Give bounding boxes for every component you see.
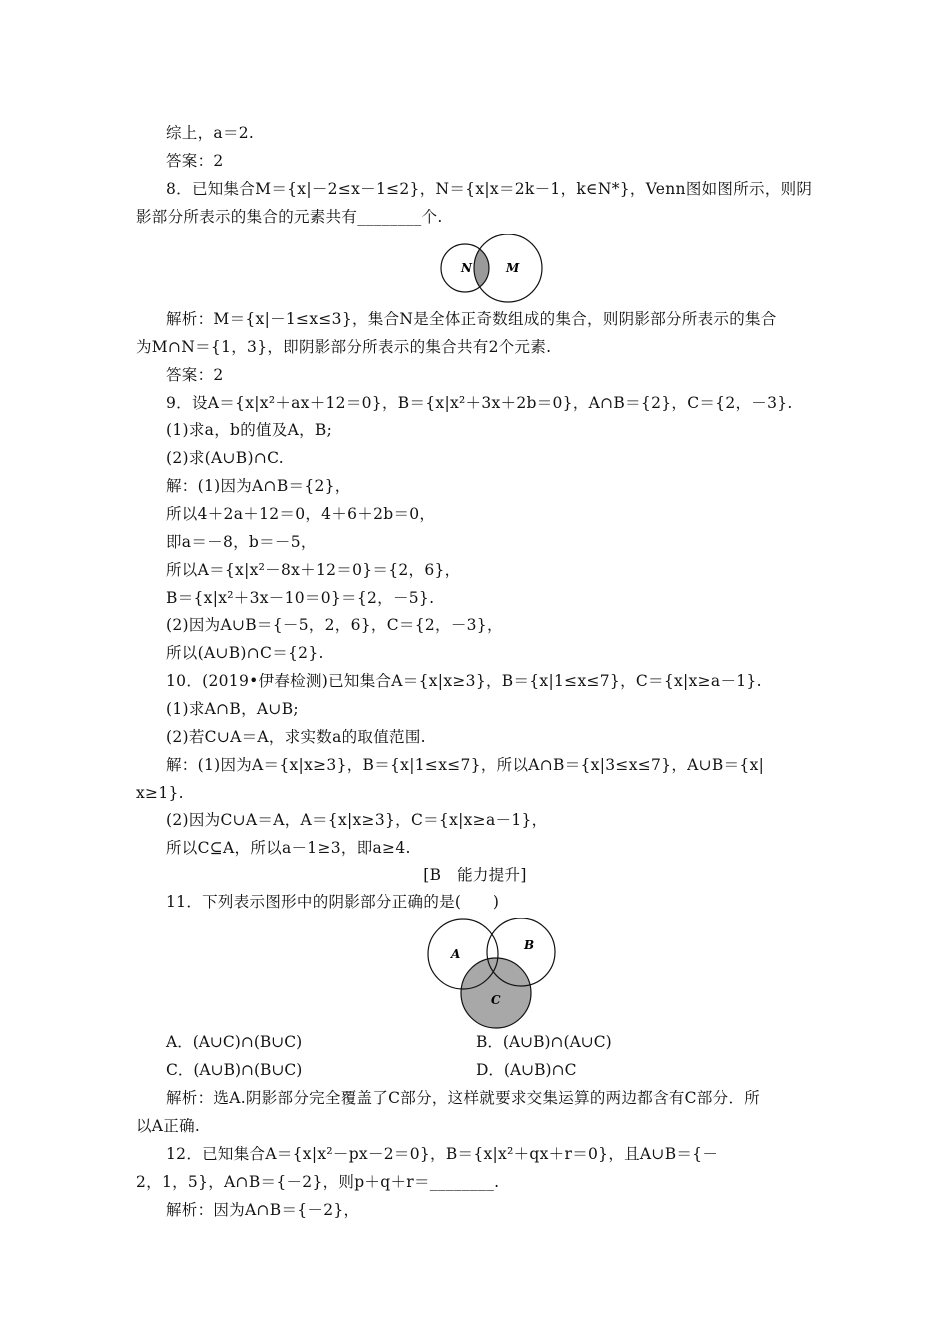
text-line: 所以C⊆A，所以a－1≥3，即a≥4. bbox=[166, 839, 411, 857]
venn-label-b: B bbox=[524, 938, 535, 952]
solution-line: 以A正确. bbox=[136, 1117, 201, 1135]
option-b: B．(A∪B)∩(A∪C) bbox=[476, 1033, 612, 1051]
text-line: 所以A＝{x|x²－8x＋12＝0}＝{2，6}， bbox=[166, 561, 461, 579]
answer-line: 答案：2 bbox=[166, 152, 224, 170]
text-line: (2)若C∪A＝A，求实数a的取值范围. bbox=[166, 728, 426, 746]
question-8-line: 影部分所表示的集合的元素共有________个. bbox=[136, 208, 443, 226]
question-12-line: 2，1，5}，A∩B＝{－2}，则p＋q＋r＝________. bbox=[136, 1173, 500, 1191]
text-line: 解：(1)因为A＝{x|x≥3}，B＝{x|1≤x≤7}，所以A∩B＝{x|3≤x≤7}，A∪B＝{x| bbox=[166, 756, 765, 774]
text-line: 综上，a＝2. bbox=[166, 124, 255, 142]
text-line: (2)因为A∪B＝{－5，2，6}，C＝{2，－3}， bbox=[166, 616, 503, 634]
solution-line: 解析：M＝{x|－1≤x≤3}，集合N是全体正奇数组成的集合，则阴影部分所表示的集合 bbox=[166, 310, 777, 328]
question-9-line: 9．设A＝{x|x²＋ax＋12＝0}，B＝{x|x²＋3x＋2b＝0}，A∩B＝{2}，C＝{2，－3}. bbox=[166, 394, 793, 412]
solution-line: 解析：因为A∩B＝{－2}， bbox=[166, 1201, 360, 1219]
venn-label-a: A bbox=[451, 947, 461, 961]
solution-line: 解析：选A.阴影部分完全覆盖了C部分，这样就要求交集运算的两边都含有C部分．所 bbox=[166, 1089, 761, 1107]
text-line: x≥1}. bbox=[136, 784, 184, 802]
option-a: A．(A∪C)∩(B∪C) bbox=[166, 1033, 303, 1051]
section-heading: [B 能力提升] bbox=[423, 866, 527, 884]
venn-label-n: N bbox=[461, 261, 472, 275]
text-line: (2)因为C∪A＝A，A＝{x|x≥3}，C＝{x|x≥a－1}， bbox=[166, 811, 548, 829]
text-line: 所以(A∪B)∩C＝{2}. bbox=[166, 644, 324, 662]
text-line: B＝{x|x²＋3x－10＝0}＝{2，－5}. bbox=[166, 589, 435, 607]
question-8-line: 8．已知集合M＝{x|－2≤x－1≤2}，N＝{x|x＝2k－1，k∈N*}，Venn图如图所示，则阴 bbox=[166, 180, 813, 198]
venn-label-c: C bbox=[491, 993, 501, 1007]
text-line: 即a＝－8，b＝－5， bbox=[166, 533, 317, 551]
venn-label-m: M bbox=[506, 261, 520, 275]
venn-diagram-abc bbox=[425, 918, 565, 1030]
text-line: 解：(1)因为A∩B＝{2}， bbox=[166, 477, 351, 495]
question-12-line: 12．已知集合A＝{x|x²－px－2＝0}，B＝{x|x²＋qx＋r＝0}，且A∪B＝{－ bbox=[166, 1145, 719, 1163]
option-c: C．(A∪B)∩(B∪C) bbox=[166, 1061, 303, 1079]
venn-diagram-nm bbox=[437, 234, 557, 306]
text-line: (1)求a，b的值及A，B; bbox=[166, 421, 333, 439]
answer-line: 答案：2 bbox=[166, 366, 224, 384]
text-line: 所以4＋2a＋12＝0，4＋6＋2b＝0， bbox=[166, 505, 436, 523]
option-d: D．(A∪B)∩C bbox=[476, 1061, 577, 1079]
question-10-line: 10．(2019•伊春检测)已知集合A＝{x|x≥3}，B＝{x|1≤x≤7}，C＝{x|x≥a－1}. bbox=[166, 672, 762, 690]
text-line: (1)求A∩B，A∪B; bbox=[166, 700, 299, 718]
solution-line: 为M∩N＝{1，3}，即阴影部分所表示的集合共有2个元素. bbox=[136, 338, 552, 356]
text-line: (2)求(A∪B)∩C. bbox=[166, 449, 284, 467]
question-11-line: 11．下列表示图形中的阴影部分正确的是( ) bbox=[166, 893, 500, 911]
